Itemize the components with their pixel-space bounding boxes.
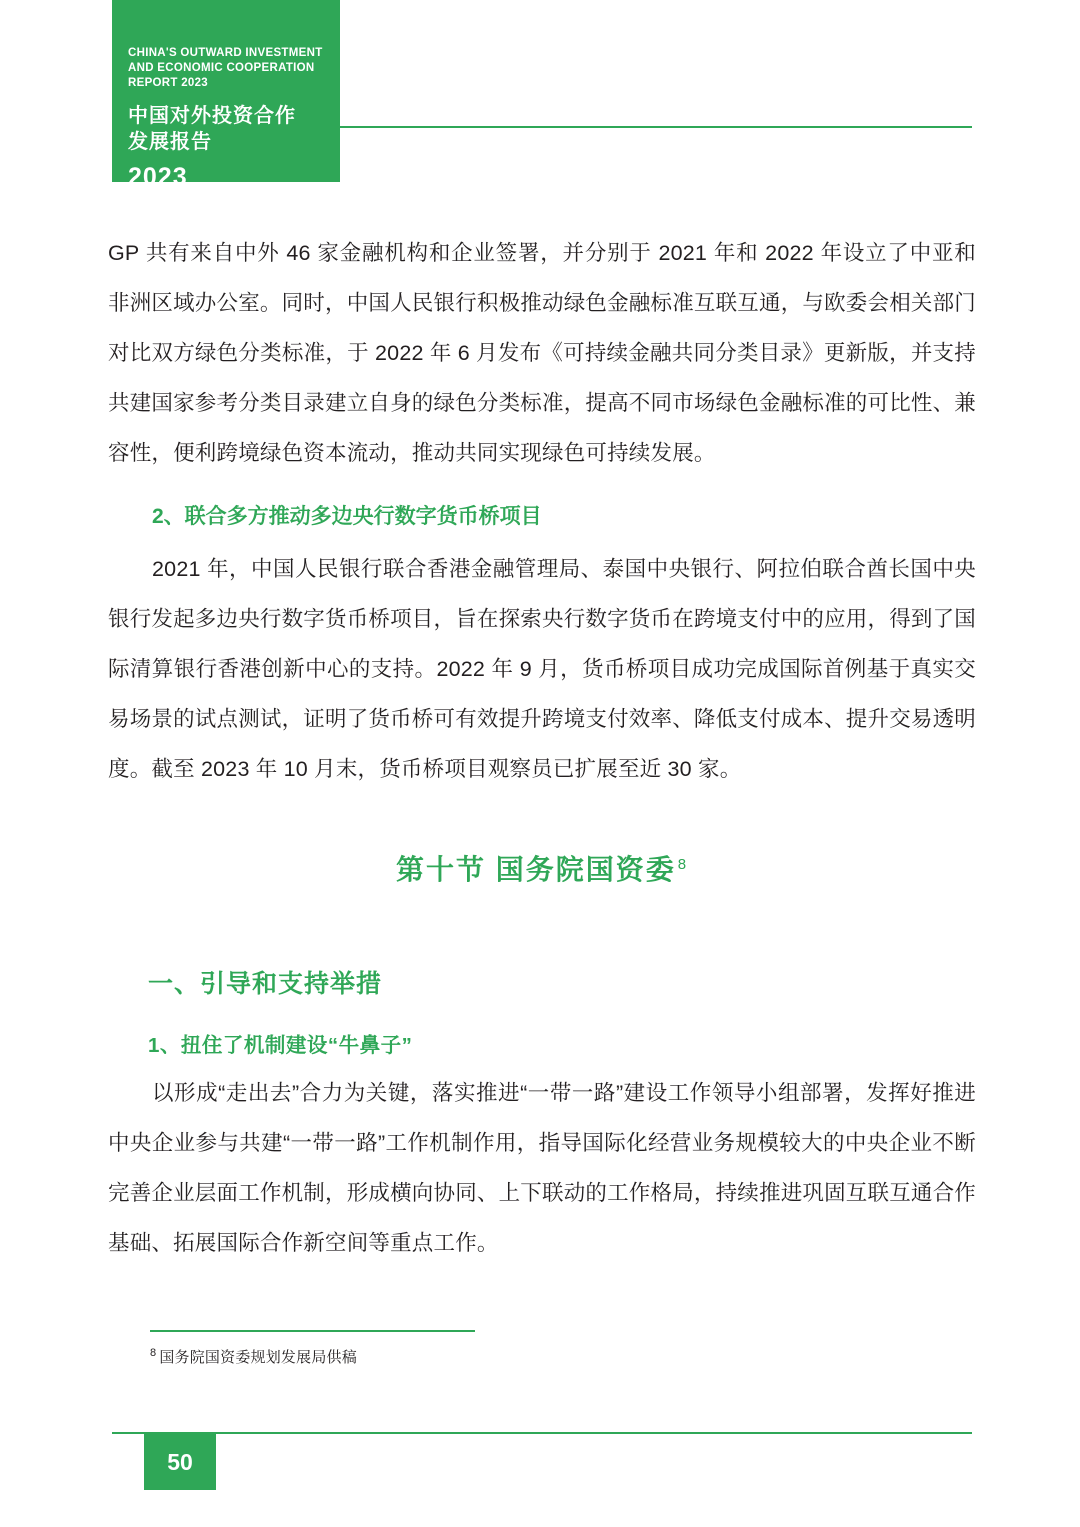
report-title-block — [112, 0, 340, 191]
paragraph-gp-signing: GP 共有来自中外 46 家金融机构和企业签署，并分别于 2021 年和 2022 年设立了中亚和非洲区域办公室。同时，中国人民银行积极推动绿色金融标准互联互通，与欧委会相关部门对比双方绿色分类标准，于 2022 年 6 月发布《可持续金融共同分类目录》更新版，并支持共建国家参考分类目录建立自身的绿色分类标准，提高不同市场绿色金融标准的可比性、兼容性，便利跨境绿色资本流动，推动共同实现绿色可持续发展。 — [108, 241, 977, 465]
section-title — [108, 848, 976, 888]
section-title-footnote-marker: 8 — [677, 855, 689, 873]
report-title-cn-line2: 发展报告 — [128, 131, 212, 153]
paragraph-currency-bridge: 2021 年，中国人民银行联合香港金融管理局、泰国中央银行、阿拉伯联合酋长国中央银行发起多边央行数字货币桥项目，旨在探索央行数字货币在跨境支付中的应用，得到了国际清算银行香港创新中心的支持。2022 年 9 月，货币桥项目成功完成国际首例基于真实交易场景的试点测试，证明了货币桥可有效提升跨境支付效率、降低支付成本、提升交易透明度。截至 2023 年 10 月末，货币桥项目观察员已扩展至近 30 家。 — [108, 557, 977, 781]
report-title-en-line3: REPORT 2023 — [128, 77, 208, 89]
report-title-en-line2: AND ECONOMIC COOPERATION — [128, 62, 315, 74]
report-title-en-line1: CHINA'S OUTWARD INVESTMENT — [128, 47, 323, 59]
footnote-area — [150, 1330, 750, 1367]
footnote-marker: 8 — [150, 1346, 157, 1359]
subheading-currency-bridge: 2、联合多方推动多边央行数字货币桥项目 — [152, 505, 542, 528]
footnote-divider — [150, 1330, 475, 1332]
heading-mechanism-building: 1、扭住了机制建设“牛鼻子” — [148, 1034, 413, 1057]
report-title-english — [128, 46, 340, 91]
section-title-text: 第十节 国务院国资委 — [395, 854, 676, 885]
footnote-text: 国务院国资委规划发展局供稿 — [159, 1348, 357, 1366]
page-number: 50 — [144, 1434, 216, 1490]
report-title-cn-line1: 中国对外投资合作 — [128, 105, 296, 127]
report-year: 2023 — [128, 163, 188, 191]
paragraph-mechanism-building: 以形成“走出去”合力为关键，落实推进“一带一路”建设工作领导小组部署，发挥好推进中央企业参与共建“一带一路”工作机制作用，指导国际化经营业务规模较大的中央企业不断完善企业层面工作机制，形成横向协同、上下联动的工作格局，持续推进巩固互联互通合作基础、拓展国际合作新空间等重点工作。 — [108, 1081, 977, 1255]
heading-guidance-measures: 一、引导和支持举措 — [148, 970, 383, 998]
page-header — [0, 0, 1080, 190]
footnote-entry — [150, 1346, 750, 1367]
report-title-chinese — [128, 103, 340, 155]
page-content — [108, 228, 976, 1268]
page-footer — [0, 1432, 1080, 1512]
footer-divider — [112, 1432, 972, 1434]
